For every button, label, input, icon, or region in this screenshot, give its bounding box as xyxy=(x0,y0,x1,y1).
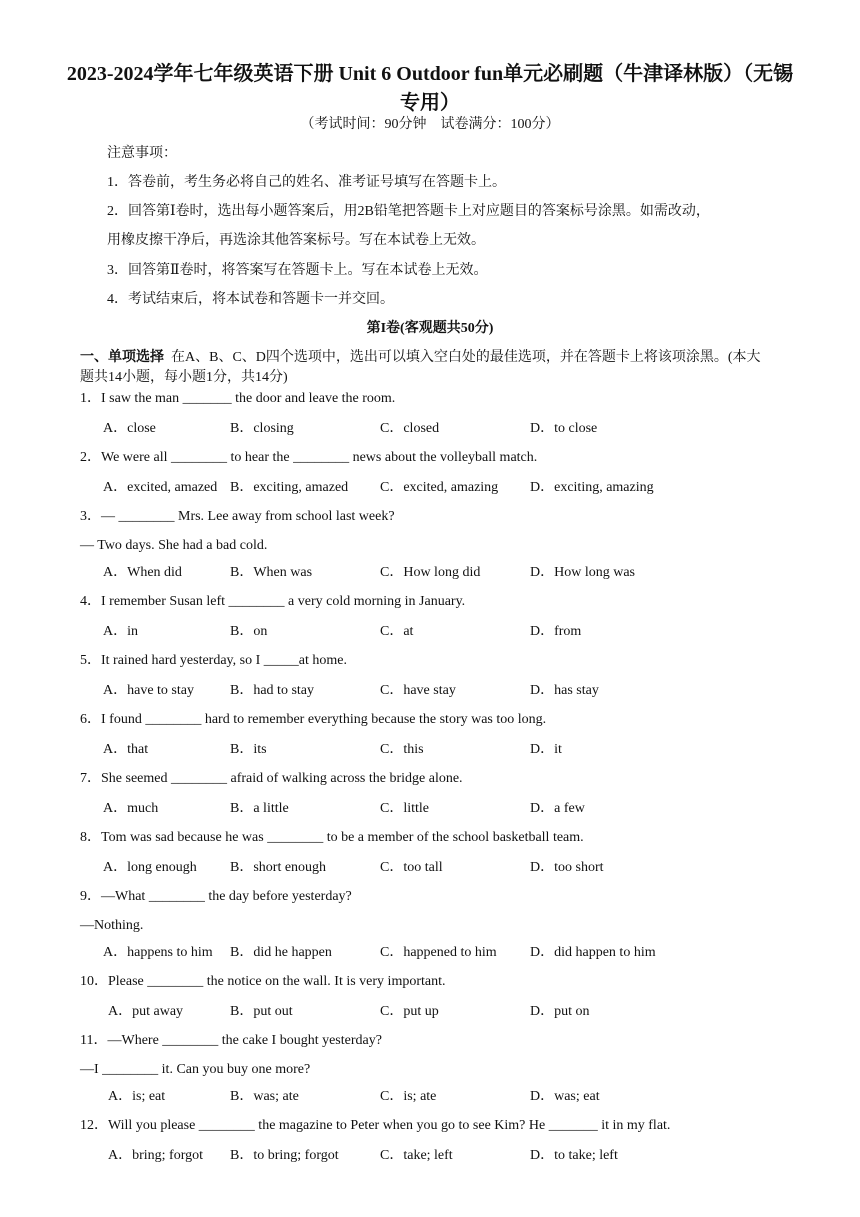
option-b: B．a little xyxy=(230,801,289,816)
option-d: D．a few xyxy=(530,801,585,816)
question-stem: 10．Please ________ the notice on the wall. It is very important. xyxy=(80,974,446,989)
option-d: D．exciting, amazing xyxy=(530,480,654,495)
option-d: D．to close xyxy=(530,421,598,436)
note-item: 用橡皮擦干净后，再选涂其他答案标号。写在本试卷上无效。 xyxy=(107,233,485,248)
exam-subtitle: （考试时间：90分钟 试卷满分：100分） xyxy=(300,117,560,132)
option-d: D．put on xyxy=(530,1004,590,1019)
option-a: A．that xyxy=(103,742,149,757)
option-a: A．excited, amazed xyxy=(103,480,218,495)
option-c: C．excited, amazing xyxy=(380,480,499,495)
option-b: B．put out xyxy=(230,1004,293,1019)
option-b: B．on xyxy=(230,624,268,639)
option-d: D．was; eat xyxy=(530,1089,600,1104)
option-d: D．from xyxy=(530,624,582,639)
section-heading: 第I卷(客观题共50分) xyxy=(366,321,494,336)
option-b: B．was; ate xyxy=(230,1089,299,1104)
question-stem: 1．I saw the man _______ the door and leave the room. xyxy=(80,391,396,406)
option-c: C．at xyxy=(380,624,414,639)
option-a: A．much xyxy=(103,801,159,816)
option-b: B．When was xyxy=(230,565,313,580)
option-b: B．short enough xyxy=(230,860,327,875)
question-stem-line: —I ________ it. Can you buy one more? xyxy=(80,1062,311,1077)
question-stem: 12．Will you please ________ the magazine to Peter when you go to see Kim? He _______ it in my flat. xyxy=(80,1118,671,1133)
option-b: B．to bring; forgot xyxy=(230,1148,339,1163)
option-c: C．have stay xyxy=(380,683,456,698)
option-c: C．closed xyxy=(380,421,440,436)
option-c: C．happened to him xyxy=(380,945,497,960)
question-stem: 3．— ________ Mrs. Lee away from school last week? xyxy=(80,509,395,524)
option-d: D．has stay xyxy=(530,683,599,698)
question-stem: 2．We were all ________ to hear the ________ news about the volleyball match. xyxy=(80,450,538,465)
option-b: B．did he happen xyxy=(230,945,332,960)
option-c: C．is; ate xyxy=(380,1089,437,1104)
option-a: A．put away xyxy=(108,1004,184,1019)
option-c: C．this xyxy=(380,742,424,757)
question-stem: 5．It rained hard yesterday, so I _____at home. xyxy=(80,653,347,668)
note-item: 2．回答第Ⅰ卷时，选出每小题答案后，用2B铅笔把答题卡上对应题目的答案标号涂黑。如需改动， xyxy=(107,204,710,219)
option-d: D．too short xyxy=(530,860,604,875)
option-d: D．to take; left xyxy=(530,1148,618,1163)
option-c: C．too tall xyxy=(380,860,443,875)
option-c: C．little xyxy=(380,801,429,816)
question-stem: 11．—Where ________ the cake I bought yesterday? xyxy=(80,1033,382,1048)
question-stem-line: —Nothing. xyxy=(80,918,144,933)
option-d: D．How long was xyxy=(530,565,635,580)
option-b: B．exciting, amazed xyxy=(230,480,349,495)
question-stem: 6．I found ________ hard to remember everything because the story was too long. xyxy=(80,712,547,727)
option-b: B．had to stay xyxy=(230,683,314,698)
option-a: A．happens to him xyxy=(103,945,213,960)
question-stem: 7．She seemed ________ afraid of walking across the bridge alone. xyxy=(80,771,463,786)
option-a: A．close xyxy=(103,421,156,436)
exam-title: 2023-2024学年七年级英语下册 Unit 6 Outdoor fun单元必刷题（牛津译林版）（无锡专用） xyxy=(66,63,794,114)
note-item: 1．答卷前，考生务必将自己的姓名、准考证号填写在答题卡上。 xyxy=(107,175,506,190)
option-b: B．closing xyxy=(230,421,294,436)
option-a: A．bring; forgot xyxy=(108,1148,204,1163)
option-a: A．long enough xyxy=(103,860,197,875)
part-heading xyxy=(80,348,770,388)
option-c: C．How long did xyxy=(380,565,481,580)
option-a: A．in xyxy=(103,624,138,639)
question-stem-line: — Two days. She had a bad cold. xyxy=(80,538,268,553)
option-a: A．is; eat xyxy=(108,1089,166,1104)
note-item: 4．考试结束后，将本试卷和答题卡一并交回。 xyxy=(107,292,394,307)
option-c: C．put up xyxy=(380,1004,439,1019)
option-b: B．its xyxy=(230,742,267,757)
question-stem: 9．—What ________ the day before yesterday? xyxy=(80,889,352,904)
option-d: D．it xyxy=(530,742,562,757)
option-d: D．did happen to him xyxy=(530,945,656,960)
option-a: A．When did xyxy=(103,565,182,580)
part-label: 一、单项选择 xyxy=(80,350,164,365)
option-c: C．take; left xyxy=(380,1148,453,1163)
option-a: A．have to stay xyxy=(103,683,194,698)
question-stem: 4．I remember Susan left ________ a very cold morning in January. xyxy=(80,594,466,609)
notes-heading: 注意事项： xyxy=(107,146,177,161)
note-item: 3．回答第Ⅱ卷时，将答案写在答题卡上。写在本试卷上无效。 xyxy=(107,263,488,278)
part-instruction: 在A、B、C、D四个选项中，选出可以填入空白处的最佳选项，并在答题卡上将该项涂黑。(本大题共14小题，每小题1分，共14分) xyxy=(80,350,761,385)
question-stem: 8．Tom was sad because he was ________ to be a member of the school basketball team. xyxy=(80,830,584,845)
